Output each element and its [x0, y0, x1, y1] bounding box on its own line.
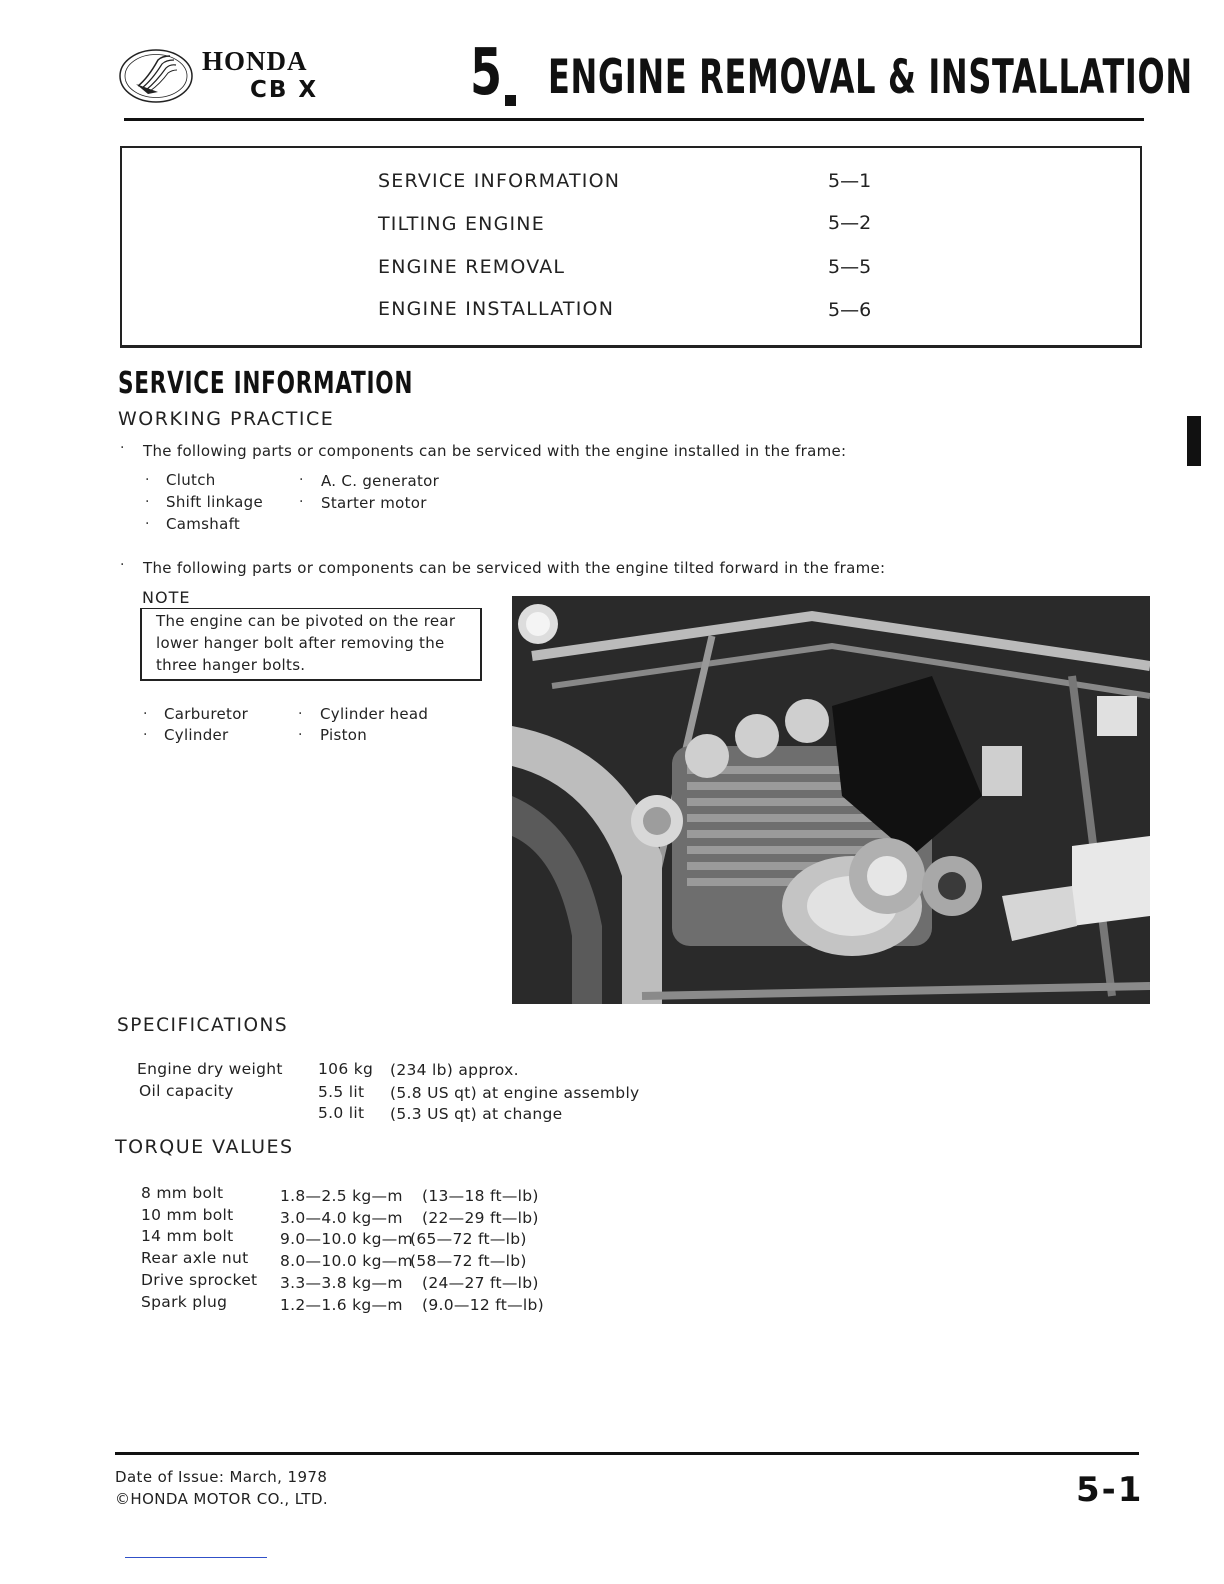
- list-item: Starter motor: [321, 494, 427, 512]
- chapter-title: ENGINE REMOVAL & INSTALLATION: [548, 50, 1193, 105]
- torque-metric: 9.0—10.0 kg—m: [280, 1230, 413, 1248]
- bullet: ·: [145, 472, 150, 488]
- torque-metric: 1.8—2.5 kg—m: [280, 1187, 403, 1205]
- copyright: ©HONDA MOTOR CO., LTD.: [115, 1490, 329, 1508]
- toc-page: 5—1: [828, 170, 872, 192]
- bullet: ·: [145, 494, 150, 510]
- torque-imperial: (24—27 ft—lb): [422, 1274, 539, 1292]
- intro-installed: The following parts or components can be serviced with the engine installed in the frame:: [143, 442, 847, 460]
- issue-date: Date of Issue: March, 1978: [115, 1468, 328, 1486]
- note-line: three hanger bolts.: [156, 656, 306, 674]
- list-item: Cylinder: [164, 726, 229, 744]
- torque-imperial: (65—72 ft—lb): [410, 1230, 527, 1248]
- table-of-contents: [120, 146, 1142, 348]
- list-item: A. C. generator: [321, 472, 440, 490]
- torque-imperial: (9.0—12 ft—lb): [422, 1296, 545, 1314]
- page-number: 5-1: [1076, 1470, 1144, 1510]
- header-rule: [124, 118, 1144, 121]
- torque-values-heading: TORQUE VALUES: [115, 1136, 294, 1158]
- bullet: ·: [120, 440, 125, 456]
- note-line: lower hanger bolt after removing the: [156, 634, 445, 652]
- torque-item: 8 mm bolt: [141, 1184, 224, 1202]
- toc-page: 5—5: [828, 256, 872, 278]
- torque-item: Spark plug: [141, 1293, 228, 1311]
- list-item: Camshaft: [166, 515, 241, 533]
- spec-value: 5.5 lit: [318, 1083, 365, 1101]
- spec-label: Engine dry weight: [137, 1060, 283, 1078]
- torque-item: 14 mm bolt: [141, 1227, 234, 1245]
- toc-item-service-information[interactable]: SERVICE INFORMATION: [378, 170, 621, 192]
- bottom-link-underline: [125, 1557, 267, 1558]
- spec-label: Oil capacity: [139, 1082, 234, 1100]
- list-item: Piston: [320, 726, 368, 744]
- torque-item: Drive sprocket: [141, 1271, 258, 1289]
- bullet: ·: [143, 706, 148, 722]
- torque-item: Rear axle nut: [141, 1249, 249, 1267]
- torque-metric: 3.0—4.0 kg—m: [280, 1209, 403, 1227]
- note-line: The engine can be pivoted on the rear: [156, 612, 456, 630]
- bullet: ·: [145, 516, 150, 532]
- torque-imperial: (13—18 ft—lb): [422, 1187, 539, 1205]
- honda-wing-logo-icon: [118, 48, 194, 104]
- torque-imperial: (58—72 ft—lb): [410, 1252, 527, 1270]
- list-item: Shift linkage: [166, 493, 263, 511]
- engine-photo: [512, 596, 1150, 1014]
- torque-metric: 1.2—1.6 kg—m: [280, 1296, 403, 1314]
- toc-item-engine-removal[interactable]: ENGINE REMOVAL: [378, 256, 566, 278]
- chapter-number: 5: [470, 36, 503, 110]
- model-name: CB X: [250, 77, 319, 103]
- toc-item-tilting-engine[interactable]: TILTING ENGINE: [378, 213, 545, 235]
- chapter-dot: [505, 95, 516, 106]
- list-item: Clutch: [166, 471, 216, 489]
- spec-detail: (5.8 US qt) at engine assembly: [390, 1084, 640, 1102]
- list-item: Carburetor: [164, 705, 249, 723]
- working-practice-heading: WORKING PRACTICE: [118, 408, 335, 430]
- bullet: ·: [299, 472, 304, 488]
- note-label: NOTE: [142, 588, 191, 607]
- torque-metric: 8.0—10.0 kg—m: [280, 1252, 413, 1270]
- spec-value: 106 kg: [318, 1060, 374, 1078]
- bullet: ·: [120, 557, 125, 573]
- list-item: Cylinder head: [320, 705, 429, 723]
- toc-item-engine-installation[interactable]: ENGINE INSTALLATION: [378, 298, 615, 320]
- intro-tilted: The following parts or components can be serviced with the engine tilted forward in the frame:: [143, 559, 886, 577]
- spec-detail: (5.3 US qt) at change: [390, 1105, 563, 1123]
- bullet: ·: [298, 706, 303, 722]
- section-title: SERVICE INFORMATION: [118, 366, 414, 401]
- specifications-heading: SPECIFICATIONS: [117, 1015, 289, 1036]
- section-tab-marker: [1187, 416, 1201, 466]
- torque-imperial: (22—29 ft—lb): [422, 1209, 539, 1227]
- torque-metric: 3.3—3.8 kg—m: [280, 1274, 403, 1292]
- toc-page: 5—2: [828, 212, 872, 234]
- brand-name: HONDA: [202, 46, 308, 76]
- footer-rule: [115, 1452, 1139, 1455]
- bullet: ·: [298, 727, 303, 743]
- torque-item: 10 mm bolt: [141, 1206, 234, 1224]
- spec-detail: (234 lb) approx.: [390, 1061, 519, 1079]
- bullet: ·: [143, 727, 148, 743]
- bullet: ·: [299, 494, 304, 510]
- toc-page: 5—6: [828, 299, 872, 321]
- spec-value: 5.0 lit: [318, 1104, 365, 1122]
